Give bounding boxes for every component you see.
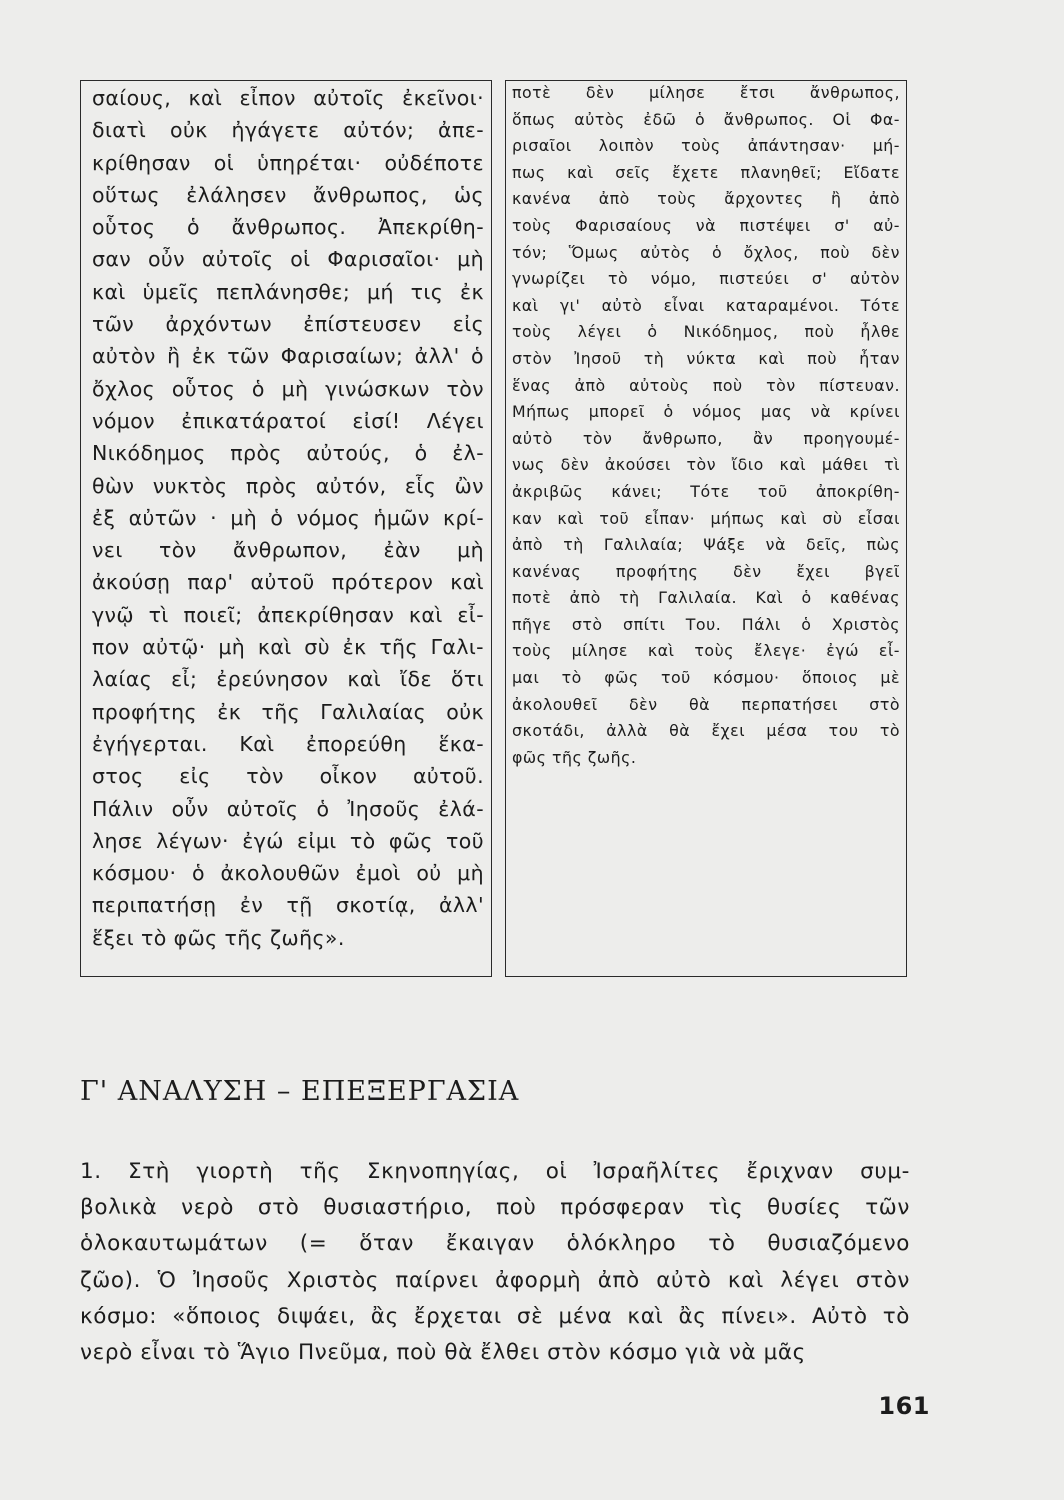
original-text-column bbox=[92, 82, 484, 954]
paragraph-line: ζῶο). Ὁ Ἰησοῦς Χριστὸς παίρνει ἀφορμὴ ἀπὸ αὐτὸ καὶ λέγει στὸν bbox=[80, 1267, 910, 1293]
original-text-line: Πάλιν οὖν αὐτοῖς ὁ Ἰησοῦς ἐλά- bbox=[92, 796, 484, 821]
paragraph-line: βολικὰ νερὸ στὸ θυσιαστήριο, ποὺ πρόσφεραν τὶς θυσίες τῶν bbox=[80, 1195, 910, 1221]
translation-text-line: ποτὲ ἀπὸ τὴ Γαλιλαία. Καὶ ὁ καθένας bbox=[512, 588, 900, 608]
translation-text-line: τοὺς λέγει ὁ Νικόδημος, ποὺ ἦλθε bbox=[512, 322, 900, 342]
translation-text-line: φῶς τῆς ζωῆς. bbox=[512, 747, 637, 767]
translation-text-line: ὅπως αὐτὸς ἐδῶ ὁ ἄνθρωπος. Οἱ Φα- bbox=[512, 109, 900, 129]
translation-text-line: γνωρίζει τὸ νόμο, πιστεύει σ' αὐτὸν bbox=[512, 269, 900, 289]
translation-text-line: καὶ γι' αὐτὸ εἶναι καταραμένοι. Τότε bbox=[512, 295, 900, 315]
translation-text-line: στὸν Ἰησοῦ τὴ νύκτα καὶ ποὺ ἦταν bbox=[512, 348, 900, 368]
analysis-paragraph bbox=[80, 1154, 910, 1371]
translation-text-line: ἀκριβῶς κάνει; Τότε τοῦ ἀποκρίθη- bbox=[512, 481, 900, 501]
original-text-line: στος εἰς τὸν οἶκον αὐτοῦ. bbox=[92, 764, 484, 789]
translation-text-line: πως καὶ σεῖς ἔχετε πλανηθεῖ; Εἴδατε bbox=[512, 162, 900, 182]
translation-text-line: μαι τὸ φῶς τοῦ κόσμου· ὅποιος μὲ bbox=[512, 668, 900, 688]
original-text-line: διατὶ οὐκ ἠγάγετε αὐτόν; ἀπε- bbox=[92, 118, 484, 143]
original-text-line: αὐτὸν ἢ ἐκ τῶν Φαρισαίων; ἀλλ' ὁ bbox=[92, 344, 484, 369]
section-heading: Γ' ΑΝΑΛΥΣΗ – ΕΠΕΞΕΡΓΑΣΙΑ bbox=[80, 1076, 520, 1107]
paragraph-line: ὁλοκαυτωμάτων (= ὅταν ἔκαιγαν ὁλόκληρο τὸ θυσιαζόμενο bbox=[80, 1231, 910, 1257]
original-text-line: γνῷ τὶ ποιεῖ; ἀπεκρίθησαν καὶ εἶ- bbox=[92, 602, 484, 627]
original-text-line: προφήτης ἐκ τῆς Γαλιλαίας οὐκ bbox=[92, 699, 484, 724]
original-text-line: κόσμου· ὁ ἀκολουθῶν ἐμοὶ οὐ μὴ bbox=[92, 861, 484, 886]
translation-text-line: ἀκολουθεῖ δὲν θὰ περπατήσει στὸ bbox=[512, 694, 900, 714]
translation-text-line: πῆγε στὸ σπίτι Του. Πάλι ὁ Χριστὸς bbox=[512, 614, 900, 634]
paragraph-line: κόσμο: «ὅποιος διψάει, ἂς ἔρχεται σὲ μένα καὶ ἂς πίνει». Αὐτὸ τὸ bbox=[80, 1303, 910, 1329]
paragraph-line: 1. Στὴ γιορτὴ τῆς Σκηνοπηγίας, οἱ Ἰσραῆλίτες ἔριχναν συμ- bbox=[80, 1159, 910, 1184]
translation-text-line: αὐτὸ τὸν ἄνθρωπο, ἂν προηγουμέ- bbox=[512, 428, 900, 448]
translation-text-line: τόν; Ὅμως αὐτὸς ὁ ὄχλος, ποὺ δὲν bbox=[512, 242, 900, 262]
paragraph-line: νερὸ εἶναι τὸ Ἅγιο Πνεῦμα, ποὺ θὰ ἔλθει στὸν κόσμο γιὰ νὰ μᾶς bbox=[80, 1340, 806, 1366]
translation-text-line: τοὺς Φαρισαίους νὰ πιστέψει σ' αὐ- bbox=[512, 215, 900, 235]
original-text-line: Νικόδημος πρὸς αὐτούς, ὁ ἐλ- bbox=[92, 441, 484, 466]
original-text-line: ἀκούσῃ παρ' αὐτοῦ πρότερον καὶ bbox=[92, 570, 484, 595]
original-text-line: κρίθησαν οἱ ὑπηρέται· οὐδέποτε bbox=[92, 150, 484, 175]
original-text-line: λαίας εἶ; ἐρεύνησον καὶ ἴδε ὅτι bbox=[92, 667, 484, 692]
translation-text-line: σκοτάδι, ἀλλὰ θὰ ἔχει μέσα του τὸ bbox=[512, 721, 900, 741]
original-text-line: οὗτος ὁ ἄνθρωπος. Ἀπεκρίθη- bbox=[92, 215, 484, 240]
original-text-line: ἕξει τὸ φῶς τῆς ζωῆς». bbox=[92, 925, 345, 950]
translation-text-line: νως δὲν ἀκούσει τὸν ἴδιο καὶ μάθει τὶ bbox=[512, 455, 900, 475]
original-text-line: νει τὸν ἄνθρωπον, ἐὰν μὴ bbox=[92, 538, 484, 563]
original-text-line: ὄχλος οὗτος ὁ μὴ γινώσκων τὸν bbox=[92, 376, 484, 401]
original-text-line: τῶν ἀρχόντων ἐπίστευσεν εἰς bbox=[92, 312, 484, 337]
original-text-line: σαίους, καὶ εἶπον αὐτοῖς ἐκεῖνοι· bbox=[92, 86, 484, 110]
original-text-line: περιπατήσῃ ἐν τῇ σκοτίᾳ, ἀλλ' bbox=[92, 893, 484, 918]
translation-text-column bbox=[512, 80, 900, 771]
original-text-line: ἐξ αὐτῶν · μὴ ὁ νόμος ἡμῶν κρί- bbox=[92, 505, 484, 530]
original-text-line: σαν οὖν αὐτοῖς οἱ Φαρισαῖοι· μὴ bbox=[92, 247, 484, 272]
original-text-line: πον αὐτῷ· μὴ καὶ σὺ ἐκ τῆς Γαλι- bbox=[92, 635, 484, 660]
translation-text-line: κανένα ἀπὸ τοὺς ἄρχοντες ἢ ἀπὸ bbox=[512, 189, 900, 209]
translation-text-line: Μήπως μπορεῖ ὁ νόμος μας νὰ κρίνει bbox=[512, 402, 900, 422]
original-text-line: καὶ ὑμεῖς πεπλάνησθε; μή τις ἐκ bbox=[92, 279, 484, 304]
translation-text-line: ρισαῖοι λοιπὸν τοὺς ἀπάντησαν· μή- bbox=[512, 136, 900, 156]
original-text-line: ἐγήγερται. Καὶ ἐπορεύθη ἕκα- bbox=[92, 731, 484, 756]
translation-text-line: ἕνας ἀπὸ αὐτοὺς ποὺ τὸν πίστευαν. bbox=[512, 375, 900, 395]
original-text-line: νόμον ἐπικατάρατοί εἰσί! Λέγει bbox=[92, 408, 484, 433]
original-text-line: θὼν νυκτὸς πρὸς αὐτόν, εἷς ὢν bbox=[92, 473, 484, 498]
translation-text-line: ἀπὸ τὴ Γαλιλαία; Ψάξε νὰ δεῖς, πὼς bbox=[512, 535, 900, 555]
translation-text-line: κανένας προφήτης δὲν ἔχει βγεῖ bbox=[512, 561, 900, 581]
page-number: 161 bbox=[878, 1392, 930, 1420]
translation-text-line: τοὺς μίλησε καὶ τοὺς ἔλεγε· ἐγώ εἶ- bbox=[512, 641, 900, 661]
translation-text-line: ποτὲ δὲν μίλησε ἔτσι ἄνθρωπος, bbox=[512, 83, 900, 102]
original-text-line: λησε λέγων· ἐγώ εἰμι τὸ φῶς τοῦ bbox=[92, 828, 484, 853]
translation-text-line: καν καὶ τοῦ εἶπαν· μήπως καὶ σὺ εἶσαι bbox=[512, 508, 900, 528]
original-text-line: οὕτως ἐλάλησεν ἄνθρωπος, ὡς bbox=[92, 182, 484, 207]
